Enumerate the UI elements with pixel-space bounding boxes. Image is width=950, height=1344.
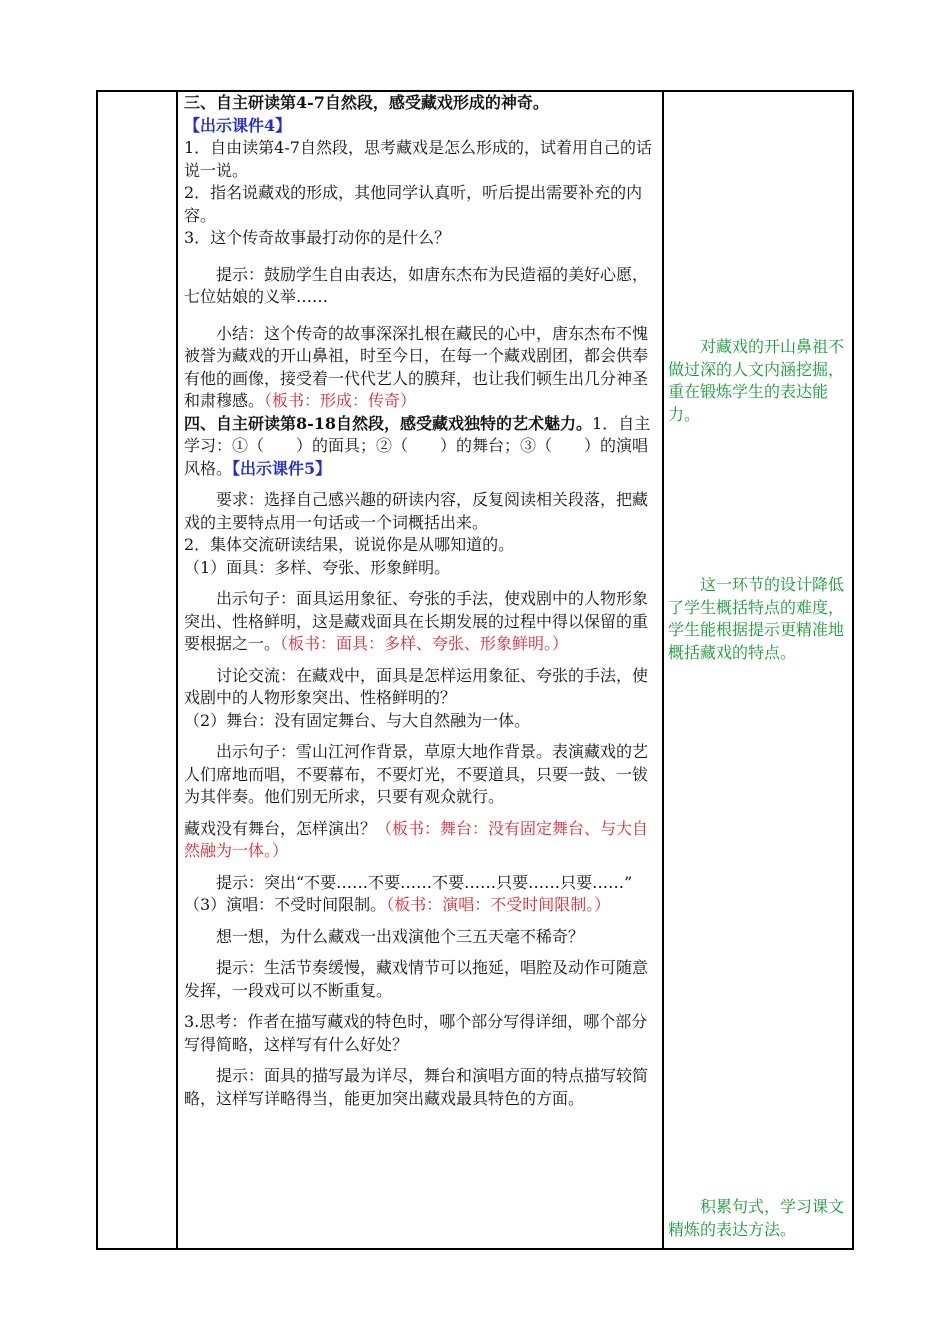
section4-requirement: 要求：选择自己感兴趣的研读内容，反复阅读相关段落，把藏戏的主要特点用一句话或一个词概括出来。 bbox=[184, 490, 649, 532]
mask-board-note: （板书：面具：多样、夸张、形象鲜明。） bbox=[280, 634, 569, 653]
sing-title bbox=[184, 894, 660, 917]
design-note-2: 这一环节的设计降低了学生概括特点的难度，学生能根据提示更精准地概括藏戏的特点。 bbox=[668, 575, 845, 662]
design-note-3: 积累句式，学习课文精炼的表达方法。 bbox=[668, 1197, 845, 1239]
table-bottom-border bbox=[96, 1248, 854, 1250]
section3-summary-text: 小结：这个传奇的故事深深扎根在藏民的心中，唐东杰布不愧被誉为藏戏的开山鼻祖，时至今日，在每一个藏戏剧团，都会供奉有他的画像，接受着一代代艺人的膜拜，也让我们顿生出几分神圣和肃穆感。 bbox=[184, 323, 649, 410]
section3-item1: 1．自由读第4-7自然段，思考藏戏是怎么形成的，试着用自己的话说一说。 bbox=[184, 138, 652, 180]
sing-board-note: （板书：演唱：不受时间限制。） bbox=[386, 895, 611, 914]
stage-board-note: （板书：舞台：没有固定舞台、与大自然融为一体。） bbox=[184, 818, 649, 860]
stage-question-text: 藏戏没有舞台，怎样演出？ bbox=[184, 818, 377, 838]
courseware-5-label: 【出示课件5】 bbox=[232, 458, 332, 478]
mask-sentence-text: 出示句子：面具运用象征、夸张的手法，使戏剧中的人物形象突出、性格鲜明，这是藏戏面具在长期发展的过程中得以保留的重要根据之一。 bbox=[184, 589, 649, 653]
section3-board-note: （板书：形成：传奇） bbox=[264, 391, 417, 410]
mask-title: （1）面具：多样、夸张、形象鲜明。 bbox=[184, 557, 451, 577]
section3-summary bbox=[184, 323, 660, 413]
section3-heading: 三、自主研读第4-7自然段，感受藏戏形成的神奇。 bbox=[184, 93, 549, 112]
mask-sentence bbox=[184, 588, 660, 656]
table-divider-1 bbox=[176, 90, 178, 1250]
teaching-process-column bbox=[184, 92, 660, 1110]
section4-item3-hint: 提示：面具的描写最为详尽，舞台和演唱方面的特点描写较简略，这样写详略得当，能更加突出藏戏最具特色的方面。 bbox=[184, 1066, 649, 1108]
table-right-border bbox=[852, 90, 854, 1250]
section4-item2: 2．集体交流研读结果，说说你是从哪知道的。 bbox=[184, 535, 515, 554]
mask-discussion: 讨论交流：在藏戏中，面具是怎样运用象征、夸张的手法，使戏剧中的人物形象突出、性格鲜明的？ bbox=[184, 665, 649, 707]
stage-title: （2）舞台：没有固定舞台、与大自然融为一体。 bbox=[184, 710, 531, 730]
stage-sentence: 出示句子：雪山江河作背景，草原大地作背景。表演藏戏的艺人们席地而唱，不要幕布，不要灯光，不要道具，只要一鼓、一钹为其伴奏。他们别无所求，只要有观众就行。 bbox=[184, 742, 649, 806]
design-note-1: 对藏戏的开山鼻祖不做过深的人文内涵挖掘，重在锻炼学生的表达能力。 bbox=[668, 337, 845, 424]
think-question: 想一想，为什么藏戏一出戏演他个三五天毫不稀奇？ bbox=[216, 926, 585, 946]
table-left-border bbox=[96, 90, 98, 1250]
sing-title-text: （3）演唱：不受时间限制。 bbox=[184, 895, 387, 914]
lesson-table bbox=[96, 90, 854, 1250]
table-divider-2 bbox=[662, 90, 664, 1250]
section4-item3: 3.思考：作者在描写藏戏的特色时，哪个部分写得详细，哪个部分写得简略，这样写有什么好处？ bbox=[184, 1012, 648, 1054]
courseware-4-label: 【出示课件4】 bbox=[184, 115, 292, 135]
stage-question bbox=[184, 818, 660, 863]
think-hint: 提示：生活节奏缓慢，藏戏情节可以拖延，唱腔及动作可随意发挥，一段戏可以不断重复。 bbox=[184, 958, 649, 1000]
section3-item2: 2．指名说藏戏的形成，其他同学认真听，听后提出需要补充的内容。 bbox=[184, 183, 643, 225]
stage-hint: 提示：突出“不要……不要……不要……只要……只要……” bbox=[216, 872, 633, 892]
section3-hint: 提示：鼓励学生自由表达，如唐东杰布为民造福的美好心愿，七位姑娘的义举…… bbox=[184, 264, 649, 306]
section4-item1: 1．自主学习：①（ ）的面具；②（ ）的舞台；③（ ）的演唱风格。 bbox=[184, 413, 651, 478]
section4-heading: 四、自主研读第8-18自然段，感受藏戏独特的艺术魅力。 bbox=[184, 413, 593, 433]
section3-item3: 3．这个传奇故事最打动你的是什么？ bbox=[184, 228, 451, 247]
